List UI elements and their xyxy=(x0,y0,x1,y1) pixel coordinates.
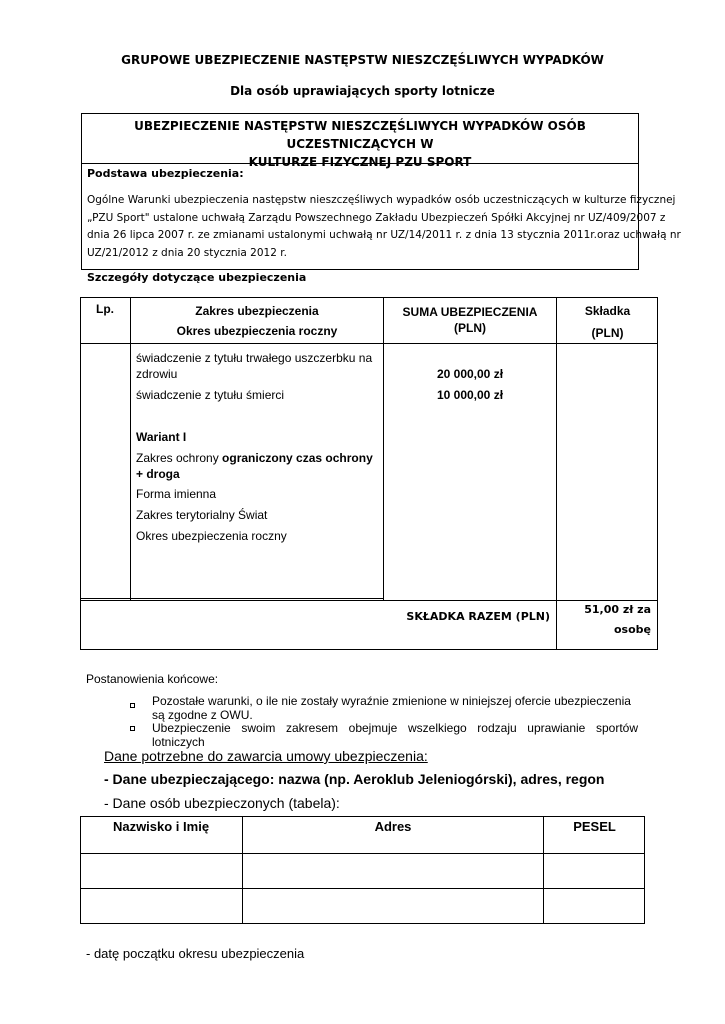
checkbox-bullet-icon xyxy=(130,703,135,708)
basis-text-line: „PZU Sport" ustalone uchwałą Zarządu Powszechnego Zakładu Ubezpieczeń Spółki Akcyjnej nr UZ/409/2007 z xyxy=(87,211,666,224)
insured-table-row-divider xyxy=(80,853,645,854)
coverage-item-death: świadczenie z tytułu śmierci xyxy=(136,388,285,402)
final-provisions-heading: Postanowienia końcowe: xyxy=(86,672,219,686)
coverage-item-line: zdrowiu xyxy=(136,367,178,381)
col-scope-header-line-1: Zakres ubezpieczenia xyxy=(195,304,319,318)
coverage-item-death-sum: 10 000,00 zł xyxy=(436,388,504,402)
territorial-scope: Zakres terytorialny Świat xyxy=(136,508,268,522)
document-subtitle: Dla osób uprawiających sporty lotnicze xyxy=(230,84,495,98)
coverage-item-line: świadczenie z tytułu trwałego uszczerbku na xyxy=(136,351,373,365)
col-sum-header-line-2: (PLN) xyxy=(454,321,486,335)
insured-data-line: - Dane osób ubezpieczonych (tabela): xyxy=(104,795,340,811)
variant-label: Wariant I xyxy=(136,430,187,444)
contract-data-heading: Dane potrzebne do zawarcia umowy ubezpieczenia: xyxy=(104,748,428,764)
protection-scope-prefix: Zakres ochrony xyxy=(136,451,223,465)
col-premium-header-line-1: Składka xyxy=(584,304,631,318)
insurance-form: Forma imienna xyxy=(136,487,217,501)
col-scope-header-line-2: Okres ubezpieczenia roczny xyxy=(176,324,338,338)
final-provision-1-line-2: są zgodne z OWU. xyxy=(152,708,253,722)
final-provision-1 xyxy=(152,694,642,722)
final-provision-2-line-2: lotniczych xyxy=(152,735,205,749)
details-label: Szczegóły dotyczące ubezpieczenia xyxy=(87,271,307,284)
col-premium-header xyxy=(557,300,658,344)
insurance-period: Okres ubezpieczenia roczny xyxy=(136,529,287,543)
basis-text xyxy=(87,192,681,262)
basis-text-line: UZ/21/2012 z dnia 20 stycznia 2012 r. xyxy=(87,246,287,259)
final-provision-2 xyxy=(152,721,638,749)
coverage-col-divider-2 xyxy=(383,297,384,600)
start-date-line: - datę początku okresu ubezpieczenia xyxy=(86,946,305,961)
protection-scope-bold: ograniczony czas ochrony xyxy=(222,451,373,465)
basis-box-heading xyxy=(81,117,639,171)
coverage-item-permanent-injury-sum: 20 000,00 zł xyxy=(436,367,504,381)
basis-label: Podstawa ubezpieczenia: xyxy=(87,167,244,180)
protection-scope-line-2: + droga xyxy=(136,467,180,481)
total-premium-label: SKŁADKA RAZEM (PLN) xyxy=(406,610,550,623)
coverage-item-permanent-injury xyxy=(136,350,381,382)
final-provision-1-line-1: Pozostałe warunki, o ile nie zostały wyraźnie zmienione w niniejszej ofercie ubezpieczenia xyxy=(152,694,631,708)
total-premium-value-line-1: 51,00 zł za xyxy=(584,603,651,616)
col-premium-header-line-2: (PLN) xyxy=(591,326,624,340)
insurer-data-line: - Dane ubezpieczającego: nazwa (np. Aeroklub Jeleniogórski), adres, regon xyxy=(104,771,605,787)
total-premium-value xyxy=(557,600,651,640)
total-premium-value-line-2: osobę xyxy=(614,623,651,636)
col-name-header: Nazwisko i Imię xyxy=(112,819,210,834)
basis-heading-line-1: UBEZPIECZENIE NASTĘPSTW NIESZCZĘŚLIWYCH WYPADKÓW OSÓB UCZESTNICZĄCYCH W xyxy=(134,119,586,151)
col-address-header: Adres xyxy=(374,819,412,834)
coverage-col-divider-3 xyxy=(556,297,557,650)
coverage-total-divider-double xyxy=(80,598,384,599)
col-sum-header-line-1: SUMA UBEZPIECZENIA xyxy=(402,305,538,319)
col-sum-header xyxy=(384,304,556,336)
col-scope-header xyxy=(131,301,383,341)
basis-text-line: Ogólne Warunki ubezpieczenia następstw nieszczęśliwych wypadków osób uczestniczących w kulturze fizycznej xyxy=(87,194,676,206)
final-provision-2-line-1: Ubezpieczenie swoim zakresem obejmuje wszelkiego rodzaju uprawianie sportów xyxy=(152,721,638,735)
basis-heading-line-2: KULTURZE FIZYCZNEJ PZU SPORT xyxy=(248,155,472,169)
col-lp-header: Lp. xyxy=(96,302,114,316)
basis-text-line: dnia 26 lipca 2007 r. ze zmianami ustalonymi uchwałą nr UZ/14/2011 r. z dnia 13 stycznia 2011r.oraz uchwałą nr xyxy=(87,229,681,241)
document-title: GRUPOWE UBEZPIECZENIE NASTĘPSTW NIESZCZĘŚLIWYCH WYPADKÓW xyxy=(121,53,604,67)
protection-scope xyxy=(136,450,381,482)
col-pesel-header: PESEL xyxy=(573,819,616,834)
coverage-col-divider-1 xyxy=(130,297,131,600)
checkbox-bullet-icon xyxy=(130,726,135,731)
insured-table-row-divider xyxy=(80,888,645,889)
